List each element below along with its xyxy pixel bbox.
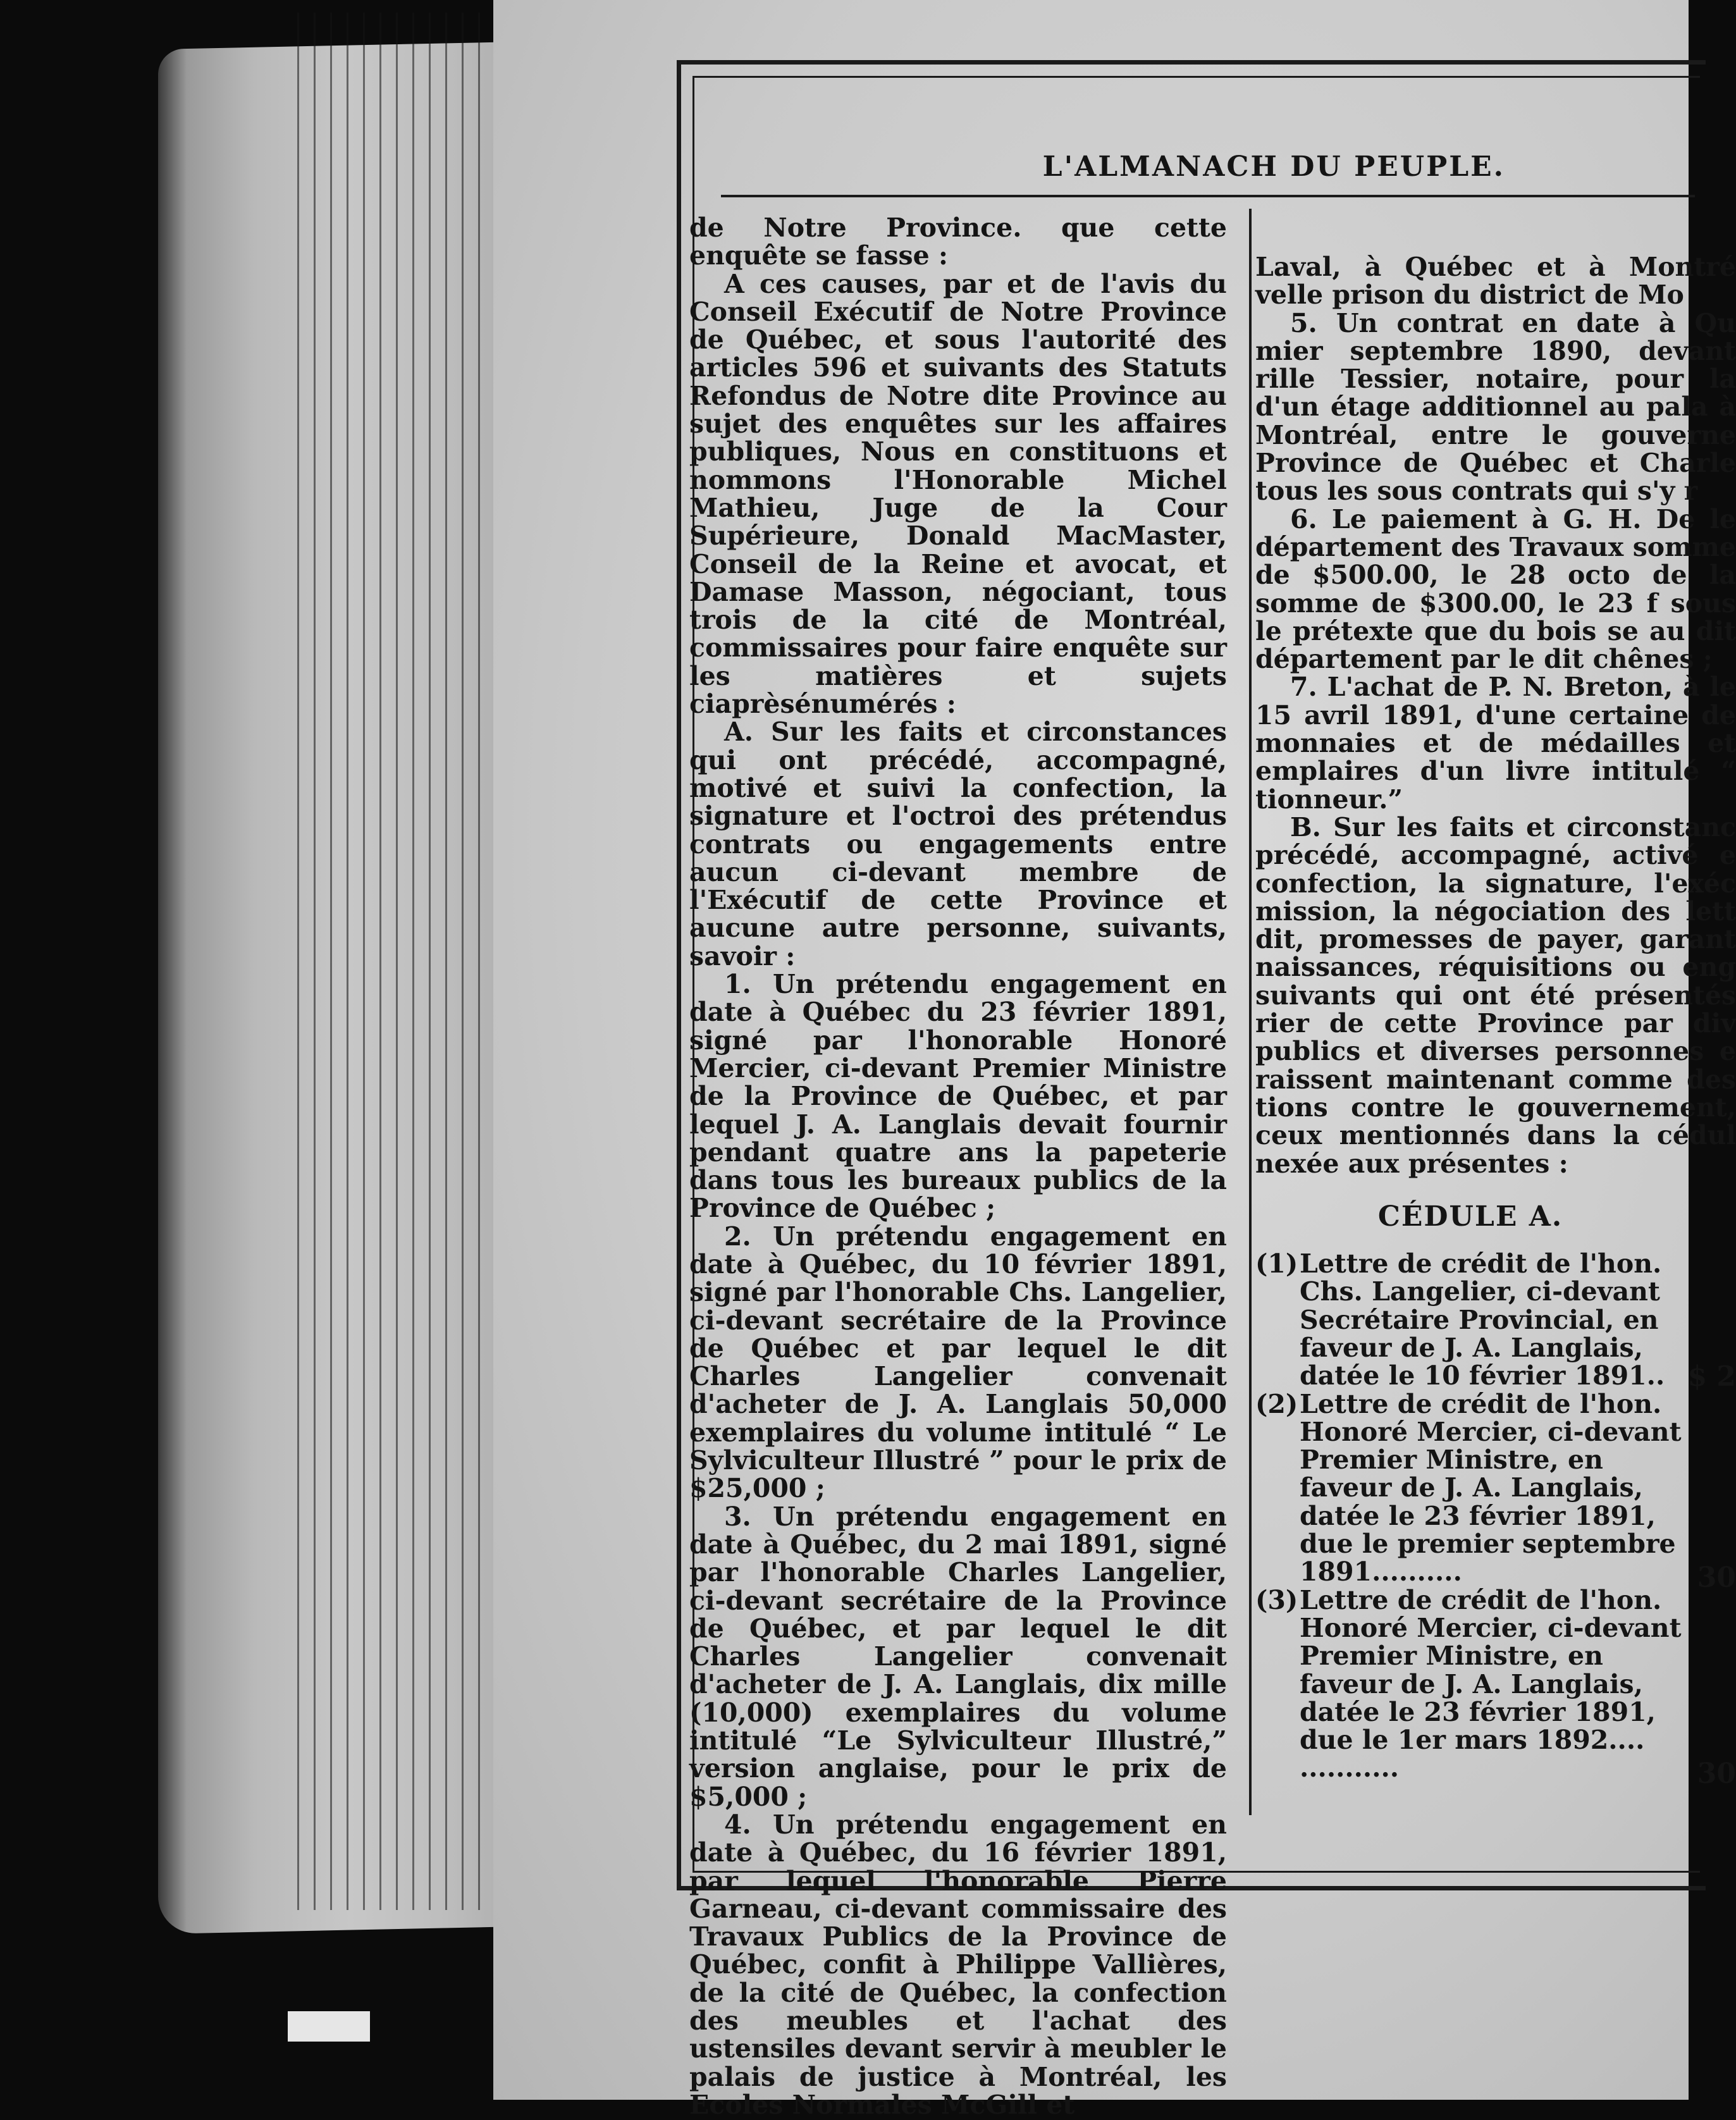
paragraph: 3. Un prétendu engagement en date à Québec, du 2 mai 1891, signé par l'honorable Charles Langelier, ci-devant secrétaire de la Province de Québec, et par lequel le dit Charles Langelier convenait d'acheter de J. A. Langlais, dix mille (10,000) exemplaires du volume intitulé “Le Sylviculteur Illustré,” version anglaise, pour le prix de $5,000 ;: [689, 1501, 1227, 1812]
schedule-entry: [1255, 1584, 1736, 1790]
right-column: [1255, 252, 1736, 1790]
paragraph: A ces causes, par et de l'avis du Conseil Exécutif de Notre Province de Québec, et sous l'autorité des articles 596 et suivants des Statuts Refondus de Notre dite Province au sujet des enquêtes sur les affaires publiques, Nous en constituons et nommons l'Honorable Michel Mathieu, Juge de la Cour Supérieure, Donald MacMaster, Conseil de la Reine et avocat, et Damase Masson, négociant, tous trois de la cité de Montréal, commissaires pour faire enquête sur les matières et sujets ciaprèsénumérés :: [689, 268, 1227, 720]
entry-text: Lettre de crédit de l'hon. Honoré Mercier, ci-devant Premier Ministre, en faveur de J. A. Langlais, datée le 23 février 1891, due le 1er mars 1892.... ...........: [1300, 1584, 1682, 1784]
paragraph: 4. Un prétendu engagement en date à Québec, du 16 février 1891, par lequel l'honorable Pierre Garneau, ci-devant commissaire des Travaux Publics de la Province de Québec, confit à Philippe Vallières, de la cité de Québec, la confection des meubles et l'achat des ustensiles devant servir à meubler le palais de justice à Montréal, les Ecoles Normales McGill et: [689, 1809, 1227, 2120]
schedule-entry: [1255, 1388, 1736, 1594]
entry-amount: 30: [1697, 1562, 1736, 1594]
entry-text: Lettre de crédit de l'hon. Chs. Langelier, ci-devant Secrétaire Provincial, en faveur de J. A. Langlais, datée le 10 février 1891..: [1300, 1248, 1665, 1391]
paragraph: A. Sur les faits et circonstances qui ont précédé, accompagné, motivé et suivi la confection, la signature et l'octroi des prétendus contrats ou engagements entre aucun ci-devant membre de l'Exécutif de cette Province et aucune autre personne, suivants, savoir :: [689, 717, 1227, 971]
column-divider: [1249, 209, 1252, 1815]
paragraph: 5. Un contrat en date à Qu mier septembre 1890, devant rille Tessier, notaire, pour la d'un étage additionnel au pala à Montréal, entre le gouverne Province de Québec et Charle tous les sous contrats qui s'y r: [1255, 307, 1736, 507]
paragraph: 1. Un prétendu engagement en date à Québec du 23 février 1891, signé par l'honorable Honoré Mercier, ci-devant Premier Ministre de la Province de Québec, et par lequel J. A. Langlais devait fournir pendant quatre ans la papeterie dans tous les bureaux publics de la Province de Québec ;: [689, 969, 1227, 1224]
schedule-heading: CÉDULE A.: [1377, 1200, 1563, 1233]
entry-number: (3): [1255, 1584, 1298, 1615]
paragraph: B. Sur les faits et circonstanc précédé, accompagné, activé e confection, la signature, l'exéc mission, la négociation des lett dit, promesses de payer, garant naissances, réquisitions ou eng suivants qui ont été présentés rier de cette Province par div publics et diverses personnes e raissent maintenant comme des tions contre le gouvernement, ceux mentionnés dans la cédul nexée aux présentes :: [1255, 811, 1736, 1179]
paragraph: 6. Le paiement à G. H. De le département des Travaux somme de $500.00, le 28 octo de la somme de $300.00, le 23 f sous le prétexte que du bois se au dit département par le dit chênes ;: [1255, 503, 1736, 675]
entry-amount: $ 2: [1687, 1360, 1736, 1393]
entry-number: (1): [1255, 1248, 1298, 1279]
paragraph: 2. Un prétendu engagement en date à Québec, du 10 février 1891, signé par l'honorable Chs. Langelier, ci-devant secrétaire de la Province de Québec et par lequel le dit Charles Langelier convenait d'acheter de J. A. Langlais 50,000 exemplaires du volume intitulé “ Le Sylviculteur Illustré ” pour le prix de $25,000 ;: [689, 1221, 1227, 1504]
running-head: L'ALMANACH DU PEUPLE.: [1042, 151, 1505, 183]
paragraph: 7. L'achat de P. N. Breton, à le 15 avril 1891, d'une certaine de monnaies et de médailles et emplaires d'un livre intitulé “ tionneur.”: [1255, 672, 1736, 815]
paper-fleck: [288, 2011, 370, 2042]
entry-amount: 30: [1697, 1758, 1736, 1790]
schedule-entry: [1255, 1248, 1736, 1393]
left-column: [689, 214, 1227, 2119]
paragraph: Laval, à Québec et à Montré velle prison du district de Mo: [1255, 252, 1736, 311]
page-header: [721, 151, 1695, 197]
entry-number: (2): [1255, 1388, 1298, 1419]
paragraph: de Notre Province. que cette enquête se fasse :: [689, 213, 1227, 271]
entry-text: Lettre de crédit de l'hon. Honoré Mercier, ci-devant Premier Ministre, en faveur de J. A. Langlais, datée le 23 février 1891, due le premier septembre 1891..........: [1300, 1388, 1682, 1587]
